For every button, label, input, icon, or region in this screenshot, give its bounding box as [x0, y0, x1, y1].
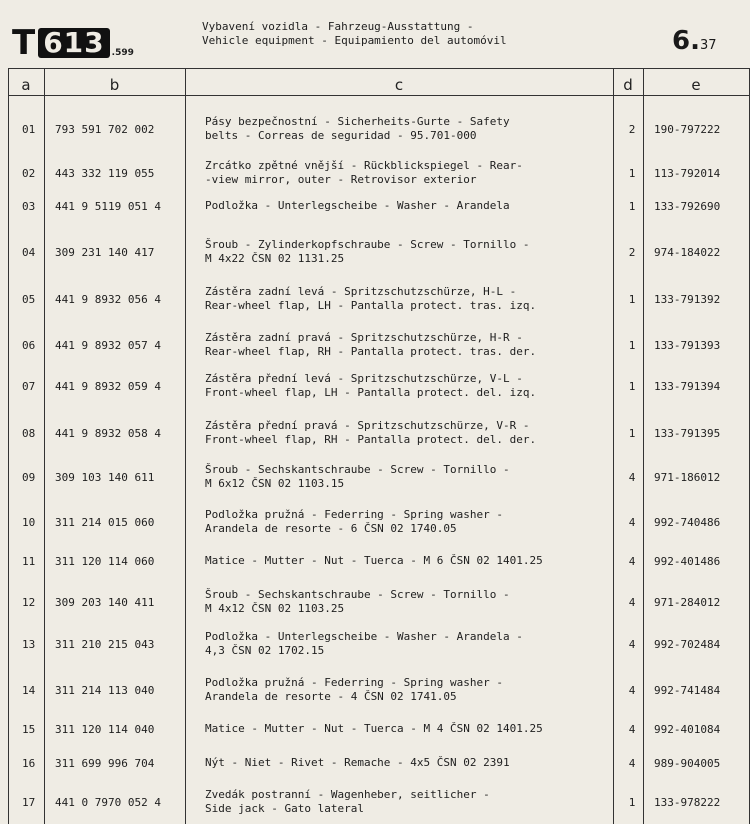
- t613-logo: [12, 23, 134, 63]
- description-line-1: Zástěra přední pravá - Spritzschutzschürze, V-R -: [205, 419, 530, 432]
- quantity: 4: [628, 723, 636, 736]
- table-row: [0, 285, 750, 315]
- position-number: 16: [22, 757, 36, 770]
- quantity: 2: [628, 123, 636, 136]
- table-row: [0, 508, 750, 538]
- header-bottom-rule: [8, 95, 750, 96]
- description-line-1: Podložka pružná - Federring - Spring washer -: [205, 508, 504, 521]
- position-number: 05: [22, 293, 36, 306]
- quantity: 1: [628, 200, 636, 213]
- description-line-2: Front-wheel flap, LH - Pantalla protect. del. izq.: [205, 386, 537, 399]
- description-line-2: M 4x12 ČSN 02 1103.25: [205, 602, 345, 615]
- table-row: [0, 115, 750, 145]
- table-row: [0, 676, 750, 706]
- catalog-code: 113-792014: [654, 167, 721, 180]
- quantity: 4: [628, 638, 636, 651]
- quantity: 1: [628, 339, 636, 352]
- table-row: [0, 331, 750, 361]
- description-line-2: belts - Correas de seguridad - 95.701-000: [205, 129, 477, 142]
- catalog-code: 190-797222: [654, 123, 721, 136]
- position-number: 07: [22, 380, 36, 393]
- title-line-2: Vehicle equipment - Equipamiento del automóvil: [202, 34, 507, 47]
- logo-number: 613: [38, 28, 109, 58]
- position-number: 13: [22, 638, 36, 651]
- catalog-code: 992-401084: [654, 723, 721, 736]
- catalog-code: 971-186012: [654, 471, 721, 484]
- description-line-2: 4,3 ČSN 02 1702.15: [205, 644, 325, 657]
- quantity: 1: [628, 796, 636, 809]
- position-number: 09: [22, 471, 36, 484]
- catalog-code: 133-978222: [654, 796, 721, 809]
- catalog-code: 133-791394: [654, 380, 721, 393]
- description-line-2: Rear-wheel flap, LH - Pantalla protect. tras. izq.: [205, 299, 537, 312]
- catalog-code: 133-791393: [654, 339, 721, 352]
- part-number: 311 699 996 704: [55, 757, 155, 770]
- logo-letter: T: [12, 23, 35, 63]
- quantity: 4: [628, 555, 636, 568]
- catalog-code: 992-740486: [654, 516, 721, 529]
- position-number: 08: [22, 427, 36, 440]
- page-number-sub: 37: [699, 38, 717, 53]
- description-line-1: Podložka - Unterlegscheibe - Washer - Arandela: [205, 199, 510, 212]
- quantity: 2: [628, 246, 636, 259]
- position-number: 17: [22, 796, 36, 809]
- column-header-e: e: [691, 76, 701, 94]
- part-number: 311 214 015 060: [55, 516, 155, 529]
- catalog-code: 992-741484: [654, 684, 721, 697]
- position-number: 10: [22, 516, 36, 529]
- catalog-code: 974-184022: [654, 246, 721, 259]
- quantity: 4: [628, 684, 636, 697]
- description-line-2: Rear-wheel flap, RH - Pantalla protect. tras. der.: [205, 345, 537, 358]
- column-header-d: d: [623, 76, 633, 94]
- quantity: 4: [628, 596, 636, 609]
- description-line-1: Zástěra zadní pravá - Spritzschutzschürze, H-R -: [205, 331, 523, 344]
- description-line-1: Podložka pružná - Federring - Spring washer -: [205, 676, 504, 689]
- quantity: 1: [628, 427, 636, 440]
- part-number: 311 210 215 043: [55, 638, 155, 651]
- part-number: 441 9 5119 051 4: [55, 200, 161, 213]
- catalog-code: 992-401486: [654, 555, 721, 568]
- quantity: 4: [628, 471, 636, 484]
- description-line-2: -view mirror, outer - Retrovisor exterior: [205, 173, 477, 186]
- table-row: [0, 419, 750, 449]
- table-row: [0, 630, 750, 660]
- description-line-1: Zvedák postranní - Wagenheber, seitlicher -: [205, 788, 490, 801]
- table-row: [0, 159, 750, 189]
- catalog-code: 133-792690: [654, 200, 721, 213]
- page-title: [202, 20, 507, 48]
- part-number: 309 203 140 411: [55, 596, 155, 609]
- part-number: 441 9 8932 059 4: [55, 380, 161, 393]
- description-line-1: Podložka - Unterlegscheibe - Washer - Arandela -: [205, 630, 523, 643]
- description-line-2: Arandela de resorte - 4 ČSN 02 1741.05: [205, 690, 457, 703]
- catalog-code: 133-791395: [654, 427, 721, 440]
- description-line-1: Šroub - Sechskantschraube - Screw - Tornillo -: [205, 588, 510, 601]
- part-number: 441 9 8932 057 4: [55, 339, 161, 352]
- description-line-1: Pásy bezpečnostní - Sicherheits-Gurte - Safety: [205, 115, 510, 128]
- position-number: 04: [22, 246, 36, 259]
- table-top-rule: [8, 68, 750, 69]
- description-line-1: Šroub - Zylinderkopfschraube - Screw - Tornillo -: [205, 238, 530, 251]
- description-line-1: Matice - Mutter - Nut - Tuerca - M 4 ČSN 02 1401.25: [205, 722, 543, 735]
- quantity: 4: [628, 516, 636, 529]
- part-number: 441 0 7970 052 4: [55, 796, 161, 809]
- description-line-1: Zástěra přední levá - Spritzschutzschürze, V-L -: [205, 372, 523, 385]
- description-line-2: M 6x12 ČSN 02 1103.15: [205, 477, 345, 490]
- title-line-1: Vybavení vozidla - Fahrzeug-Ausstattung -: [202, 20, 474, 33]
- table-row: [0, 238, 750, 268]
- part-number: 311 120 114 060: [55, 555, 155, 568]
- catalog-code: 989-904005: [654, 757, 721, 770]
- position-number: 12: [22, 596, 36, 609]
- quantity: 1: [628, 293, 636, 306]
- part-number: 443 332 119 055: [55, 167, 155, 180]
- table-row: [0, 554, 750, 584]
- table-row: [0, 756, 750, 786]
- column-header-b: b: [109, 76, 120, 94]
- column-header-c: c: [394, 76, 404, 94]
- description-line-2: M 4x22 ČSN 02 1131.25: [205, 252, 345, 265]
- description-line-2: Front-wheel flap, RH - Pantalla protect. del. der.: [205, 433, 537, 446]
- catalog-code: 971-284012: [654, 596, 721, 609]
- table-row: [0, 722, 750, 752]
- part-number: 309 103 140 611: [55, 471, 155, 484]
- quantity: 4: [628, 757, 636, 770]
- table-row: [0, 588, 750, 618]
- part-number: 441 9 8932 056 4: [55, 293, 161, 306]
- page-header: [0, 0, 750, 68]
- quantity: 1: [628, 167, 636, 180]
- page-number: [672, 26, 717, 56]
- description-line-2: Side jack - Gato lateral: [205, 802, 364, 815]
- description-line-1: Matice - Mutter - Nut - Tuerca - M 6 ČSN 02 1401.25: [205, 554, 543, 567]
- logo-suffix: .599: [111, 48, 134, 58]
- description-line-1: Šroub - Sechskantschraube - Screw - Tornillo -: [205, 463, 510, 476]
- position-number: 14: [22, 684, 36, 697]
- table-row: [0, 199, 750, 229]
- part-number: 441 9 8932 058 4: [55, 427, 161, 440]
- page-number-main: 6.: [672, 26, 700, 56]
- catalog-code: 992-702484: [654, 638, 721, 651]
- position-number: 01: [22, 123, 36, 136]
- description-line-2: Arandela de resorte - 6 ČSN 02 1740.05: [205, 522, 457, 535]
- position-number: 02: [22, 167, 36, 180]
- description-line-1: Nýt - Niet - Rivet - Remache - 4x5 ČSN 02 2391: [205, 756, 510, 769]
- quantity: 1: [628, 380, 636, 393]
- position-number: 11: [22, 555, 36, 568]
- part-number: 793 591 702 002: [55, 123, 155, 136]
- position-number: 03: [22, 200, 36, 213]
- part-number: 309 231 140 417: [55, 246, 155, 259]
- table-row: [0, 788, 750, 818]
- description-line-1: Zrcátko zpětné vnější - Rückblickspiegel - Rear-: [205, 159, 523, 172]
- column-header-a: a: [21, 76, 31, 94]
- table-row: [0, 463, 750, 493]
- part-number: 311 120 114 040: [55, 723, 155, 736]
- table-row: [0, 372, 750, 402]
- description-line-1: Zástěra zadní levá - Spritzschutzschürze, H-L -: [205, 285, 517, 298]
- part-number: 311 214 113 040: [55, 684, 155, 697]
- catalog-code: 133-791392: [654, 293, 721, 306]
- position-number: 15: [22, 723, 36, 736]
- position-number: 06: [22, 339, 36, 352]
